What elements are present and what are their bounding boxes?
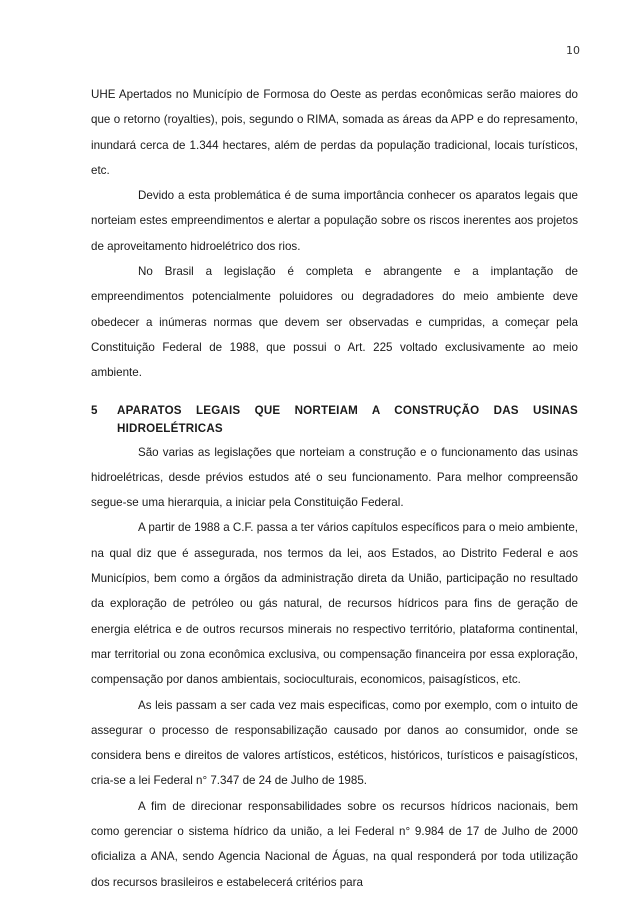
document-body (91, 82, 578, 895)
page-number: 10 (566, 44, 580, 57)
section-title: APARATOS LEGAIS QUE NORTEIAM A CONSTRUÇÃO DAS USINAS HIDROELÉTRICAS (117, 403, 578, 435)
paragraph-brazil-legislation: No Brasil a legislação é completa e abrangente e a implantação de empreendimentos potencialmente poluidores ou degradadores do meio ambiente deve obedecer a inúmeras normas que devem ser observadas e cumpridas, a começar pela Constituição Federal de 1988, que possui o Art. 225 voltado exclusivamente ao meio ambiente. (91, 265, 578, 380)
paragraph-constitution-1988: A partir de 1988 a C.F. passa a ter vários capítulos específicos para o meio ambiente, na qual diz que é assegurada, nos termos da lei, aos Estados, ao Distrito Federal e aos Municípios, bem como a órgãos da administração direta da União, participação no resultado da exploração de petróleo ou gás natural, de recursos hídricos para fins de geração de energia elétrica e de outros recursos minerais no respectivo território, plataforma continental, mar territorial ou zona econômica exclusiva, ou compensação financeira por essa exploração, compensação por danos ambientais, socioculturais, economicos, paisagísticos, etc. (91, 521, 578, 687)
section-number: 5 (91, 403, 98, 417)
paragraph-legislations: São varias as legislações que norteiam a construção e o funcionamento das usinas hidroelétricas, desde prévios estudos até o seu funcionamento. Para melhor compreensão segue-se uma hierarquia, a iniciar pela Constituição Federal. (91, 445, 578, 510)
paragraph-problematic: Devido a esta problemática é de suma importância conhecer os aparatos legais que norteiam estes empreendimentos e alertar a população sobre os riscos inerentes aos projetos de aproveitamento hidroelétrico dos rios. (91, 189, 578, 253)
paragraph-federal-law-7347: As leis passam a ser cada vez mais especificas, como por exemplo, com o intuito de assegurar o processo de responsabilização causado por danos ao consumidor, onde se considera bens e direitos de valores artísticos, estéticos, históricos, turísticos e paisagísticos, cria-se a lei Federal n° 7.347 de 24 de Julho de 1985. (91, 698, 578, 788)
paragraph-federal-law-9984: A fim de direcionar responsabilidades sobre os recursos hídricos nacionais, bem como gerenciar o sistema hídrico da união, a lei Federal n° 9.984 de 17 de Julho de 2000 oficializa a ANA, sendo Agencia Nacional de Águas, na qual responderá por toda utilização dos recursos brasileiros e estabelecerá critérios para (91, 799, 578, 889)
paragraph-continuation: UHE Apertados no Município de Formosa do Oeste as perdas econômicas serão maiores do que o retorno (royalties), pois, segundo o RIMA, somada as áreas da APP e do represamento, inundará cerca de 1.344 hectares, além de perdas da população tradicional, locais turísticos, etc. (91, 88, 578, 177)
section-heading (91, 402, 578, 438)
